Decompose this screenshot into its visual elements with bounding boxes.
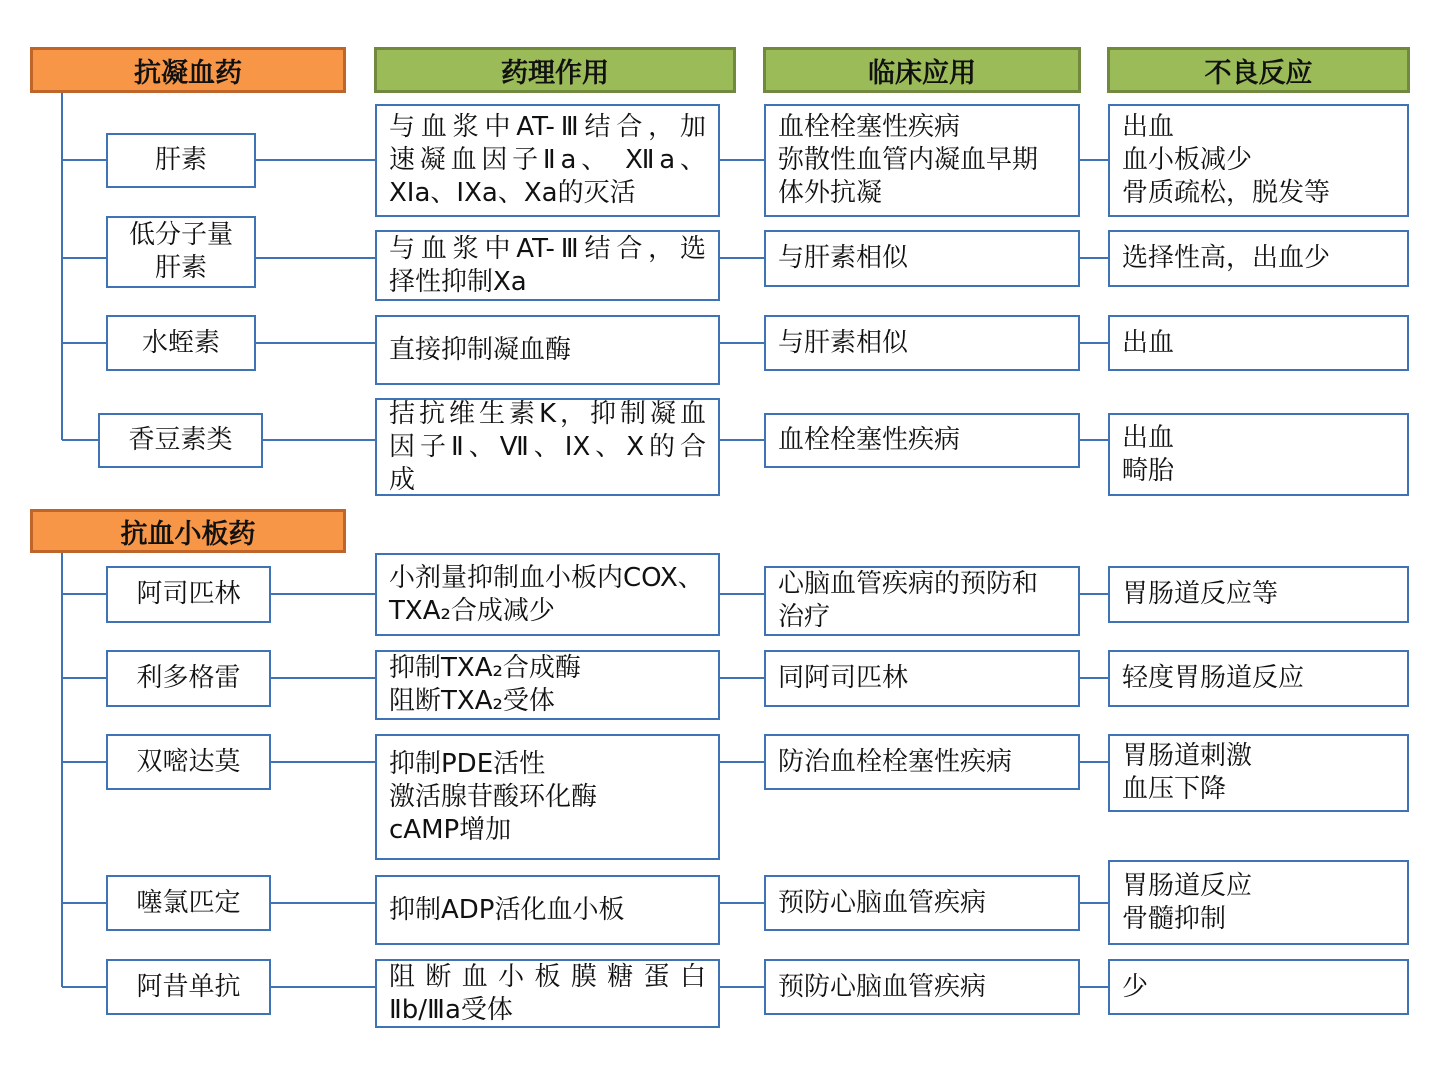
drug-name-line: 阿昔单抗 (136, 971, 241, 1002)
clinical-abciximab (764, 959, 1080, 1015)
drug-name-line: 肝素 (154, 253, 207, 283)
text-line: 拮抗维生素K，抑制凝血 (389, 398, 706, 429)
text-line: 抑制ADP活化血小板 (389, 894, 625, 925)
text-line: 血栓栓塞性疾病 (778, 112, 961, 142)
adverse-ridogrel (1108, 650, 1409, 707)
drug-hirudin (106, 315, 256, 371)
drug-coumarins (98, 413, 263, 468)
mechanism-ticlopidine (375, 875, 720, 945)
text-line: 成 (389, 464, 416, 495)
text-line: 出血 (1122, 327, 1175, 358)
text-line: cAMP增加 (389, 814, 512, 845)
text-line: 与肝素相似 (778, 327, 909, 358)
text-line: 血小板减少 (1122, 145, 1253, 175)
drug-lmw-heparin (106, 216, 256, 288)
text-line: 治疗 (778, 602, 831, 632)
drug-heparin (106, 133, 256, 188)
text-line: 胃肠道刺激 (1122, 741, 1253, 771)
text-line: 体外抗凝 (778, 178, 883, 208)
text-line: 小剂量抑制血小板内COX、 (389, 562, 704, 593)
clinical-coumarins (764, 413, 1080, 468)
clinical-heparin (764, 104, 1080, 217)
text-line: TXA₂合成减少 (389, 595, 555, 626)
drug-name-line: 利多格雷 (136, 663, 241, 693)
mechanism-lmw-heparin (375, 230, 720, 301)
text-line: 选择性高，出血少 (1122, 243, 1331, 273)
adverse-ticlopidine (1108, 860, 1409, 945)
text-line: 阻断血小板膜糖蛋白 (389, 961, 706, 992)
text-line: 直接抑制凝血酶 (389, 334, 572, 365)
text-line: 骨质疏松，脱发等 (1122, 178, 1331, 208)
adverse-lmw-heparin (1108, 230, 1409, 287)
text-line: 出血 (1122, 112, 1175, 142)
text-line: 激活腺苷酸环化酶 (389, 781, 598, 812)
text-line: 防治血栓栓塞性疾病 (778, 746, 1013, 777)
text-line: 预防心脑血管疾病 (778, 887, 987, 918)
clinical-ticlopidine (764, 875, 1080, 931)
adverse-heparin (1108, 104, 1409, 217)
adverse-hirudin (1108, 315, 1409, 371)
mechanism-hirudin (375, 315, 720, 385)
header-anticoagulant: 抗凝血药 (30, 47, 346, 93)
header-clinical: 临床应用 (763, 47, 1081, 93)
adverse-coumarins (1108, 413, 1409, 496)
mechanism-heparin (375, 104, 720, 217)
header-adverse: 不良反应 (1107, 47, 1410, 93)
text-line: 与肝素相似 (778, 243, 909, 273)
text-line: 出血 (1122, 422, 1175, 453)
adverse-dipyridamole (1108, 734, 1409, 812)
text-line: 心脑血管疾病的预防和 (778, 569, 1039, 599)
text-line: 择性抑制Ⅹa (389, 266, 527, 297)
text-line: 抑制TXA₂合成酶 (389, 653, 581, 683)
text-line: 速凝血因子Ⅱa、 Ⅻa、 (389, 145, 706, 175)
text-line: 胃肠道反应等 (1122, 579, 1279, 609)
clinical-hirudin (764, 315, 1080, 371)
text-line: 弥散性血管内凝血早期 (778, 145, 1039, 175)
drug-ticlopidine (106, 875, 271, 931)
adverse-aspirin (1108, 566, 1409, 623)
text-line: 胃肠道反应 (1122, 870, 1253, 901)
drug-abciximab (106, 959, 271, 1015)
mechanism-aspirin (375, 553, 720, 636)
text-line: 因子Ⅱ、Ⅶ、IX、Ⅹ的合 (389, 431, 706, 462)
drug-name-line: 水蛭素 (141, 327, 220, 358)
drug-aspirin (106, 566, 271, 623)
text-line: 畸胎 (1122, 455, 1175, 486)
text-line: 同阿司匹林 (778, 663, 909, 693)
drug-ridogrel (106, 650, 271, 707)
text-line: 血栓栓塞性疾病 (778, 425, 961, 455)
mechanism-ridogrel (375, 650, 720, 720)
text-line: 骨髓抑制 (1122, 903, 1227, 934)
text-line: 阻断TXA₂受体 (389, 686, 555, 716)
text-line: XIa、IXa、Ⅹa的灭活 (389, 178, 636, 208)
text-line: 轻度胃肠道反应 (1122, 663, 1305, 693)
text-line: 预防心脑血管疾病 (778, 971, 987, 1002)
text-line: Ⅱb/Ⅲa受体 (389, 994, 513, 1025)
header-antiplatelet: 抗血小板药 (30, 509, 346, 553)
text-line: 与血浆中AT-Ⅲ结合，选 (389, 233, 706, 264)
text-line: 与血浆中AT-Ⅲ结合，加 (389, 112, 706, 142)
clinical-ridogrel (764, 650, 1080, 707)
clinical-dipyridamole (764, 734, 1080, 790)
drug-name-line: 肝素 (154, 145, 207, 175)
mechanism-dipyridamole (375, 734, 720, 860)
mechanism-coumarins (375, 398, 720, 496)
drug-name-line: 双嘧达莫 (136, 746, 241, 777)
clinical-lmw-heparin (764, 230, 1080, 287)
drug-name-line: 低分子量 (128, 220, 233, 250)
header-mechanism: 药理作用 (374, 47, 736, 93)
drug-name-line: 阿司匹林 (136, 579, 241, 609)
mechanism-abciximab (375, 959, 720, 1028)
text-line: 抑制PDE活性 (389, 748, 546, 779)
drug-dipyridamole (106, 734, 271, 790)
drug-name-line: 香豆素类 (128, 425, 233, 455)
adverse-abciximab (1108, 959, 1409, 1015)
clinical-aspirin (764, 566, 1080, 636)
drug-name-line: 噻氯匹定 (136, 887, 241, 918)
text-line: 血压下降 (1122, 774, 1227, 804)
text-line: 少 (1122, 971, 1149, 1002)
